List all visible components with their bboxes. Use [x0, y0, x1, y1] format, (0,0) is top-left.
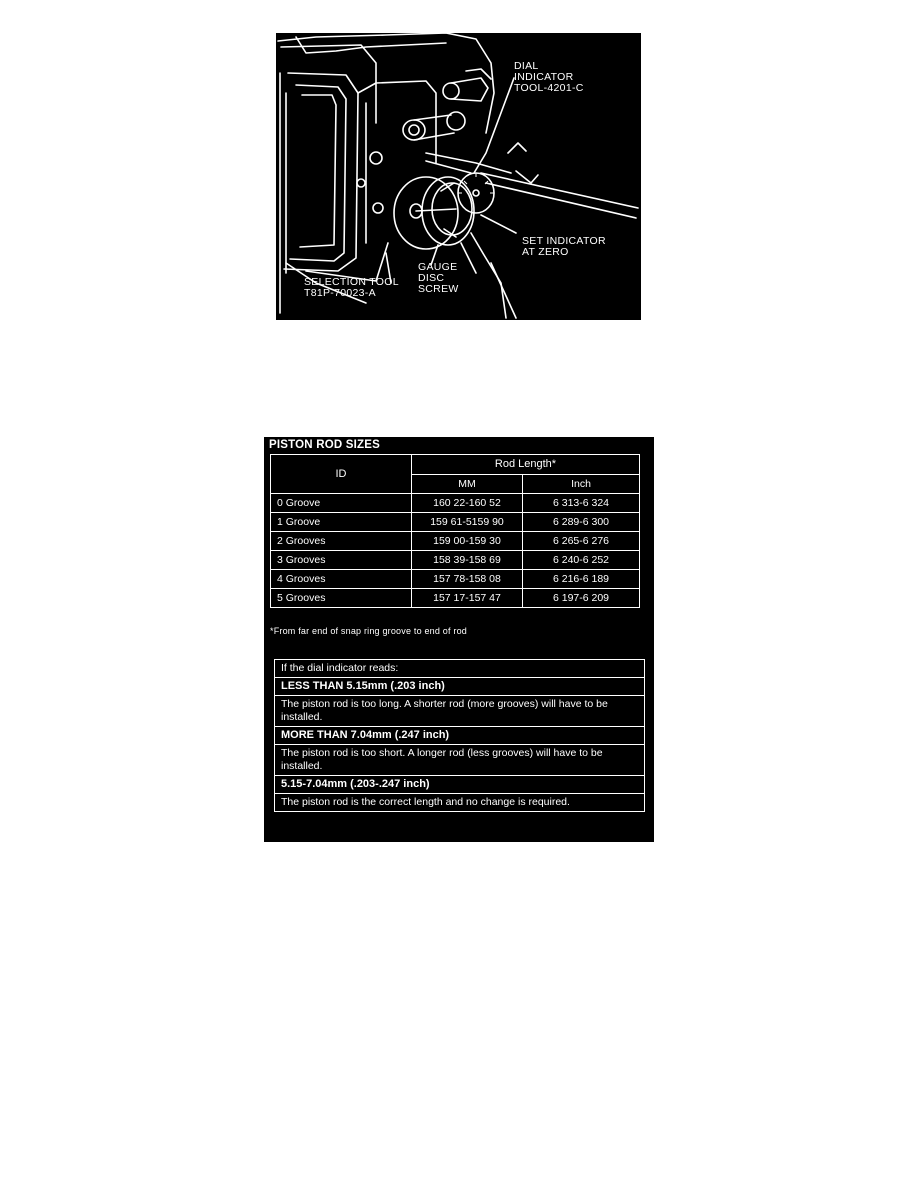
row-mm: 158 39-158 69: [412, 551, 523, 570]
row-inch: 6 265-6 276: [523, 532, 640, 551]
table-row: [271, 494, 640, 513]
dial-reading-guide: [274, 659, 645, 812]
table-row: [271, 551, 640, 570]
row-mm: 159 61-5159 90: [412, 513, 523, 532]
reading-condition: 5.15-7.04mm (.203-.247 inch): [275, 776, 644, 794]
rod-length-header: Rod Length*: [412, 455, 640, 475]
piston-rod-table: [270, 454, 640, 608]
set-indicator-callout: SET INDICATOR AT ZERO: [522, 235, 606, 258]
table-row: [271, 532, 640, 551]
reading-intro: If the dial indicator reads:: [275, 660, 644, 678]
row-mm: 157 78-158 08: [412, 570, 523, 589]
reading-condition: MORE THAN 7.04mm (.247 inch): [275, 727, 644, 745]
row-inch: 6 216-6 189: [523, 570, 640, 589]
row-id: 4 Grooves: [271, 570, 412, 589]
gauge-disc-callout: GAUGE DISC SCREW: [418, 261, 459, 295]
reading-condition: LESS THAN 5.15mm (.203 inch): [275, 678, 644, 696]
table-row: [271, 570, 640, 589]
table-footnote: *From far end of snap ring groove to end of rod: [270, 626, 468, 636]
dial-indicator-illustration: [276, 33, 641, 320]
row-inch: 6 240-6 252: [523, 551, 640, 570]
id-column-header: ID: [271, 455, 412, 494]
row-id: 2 Grooves: [271, 532, 412, 551]
piston-rod-sizes-figure: [264, 437, 654, 842]
row-id: 5 Grooves: [271, 589, 412, 608]
row-inch: 6 313-6 324: [523, 494, 640, 513]
mm-column-header: MM: [412, 474, 523, 494]
table-row: [271, 513, 640, 532]
reading-result: The piston rod is too long. A shorter rod (more grooves) will have to be installed.: [275, 696, 644, 727]
row-mm: 160 22-160 52: [412, 494, 523, 513]
selection-tool-callout: SELECTION TOOL T81P-70023-A: [304, 276, 399, 299]
row-mm: 157 17-157 47: [412, 589, 523, 608]
reading-result: The piston rod is too short. A longer rod (less grooves) will have to be installed.: [275, 745, 644, 776]
row-inch: 6 197-6 209: [523, 589, 640, 608]
row-mm: 159 00-159 30: [412, 532, 523, 551]
reading-result: The piston rod is the correct length and no change is required.: [275, 794, 644, 812]
row-inch: 6 289-6 300: [523, 513, 640, 532]
row-id: 3 Grooves: [271, 551, 412, 570]
table-row: [271, 589, 640, 608]
inch-column-header: Inch: [523, 474, 640, 494]
row-id: 1 Groove: [271, 513, 412, 532]
dial-indicator-callout: DIAL INDICATOR TOOL-4201-C: [514, 60, 584, 94]
row-id: 0 Groove: [271, 494, 412, 513]
figure-title: PISTON ROD SIZES: [269, 439, 380, 451]
